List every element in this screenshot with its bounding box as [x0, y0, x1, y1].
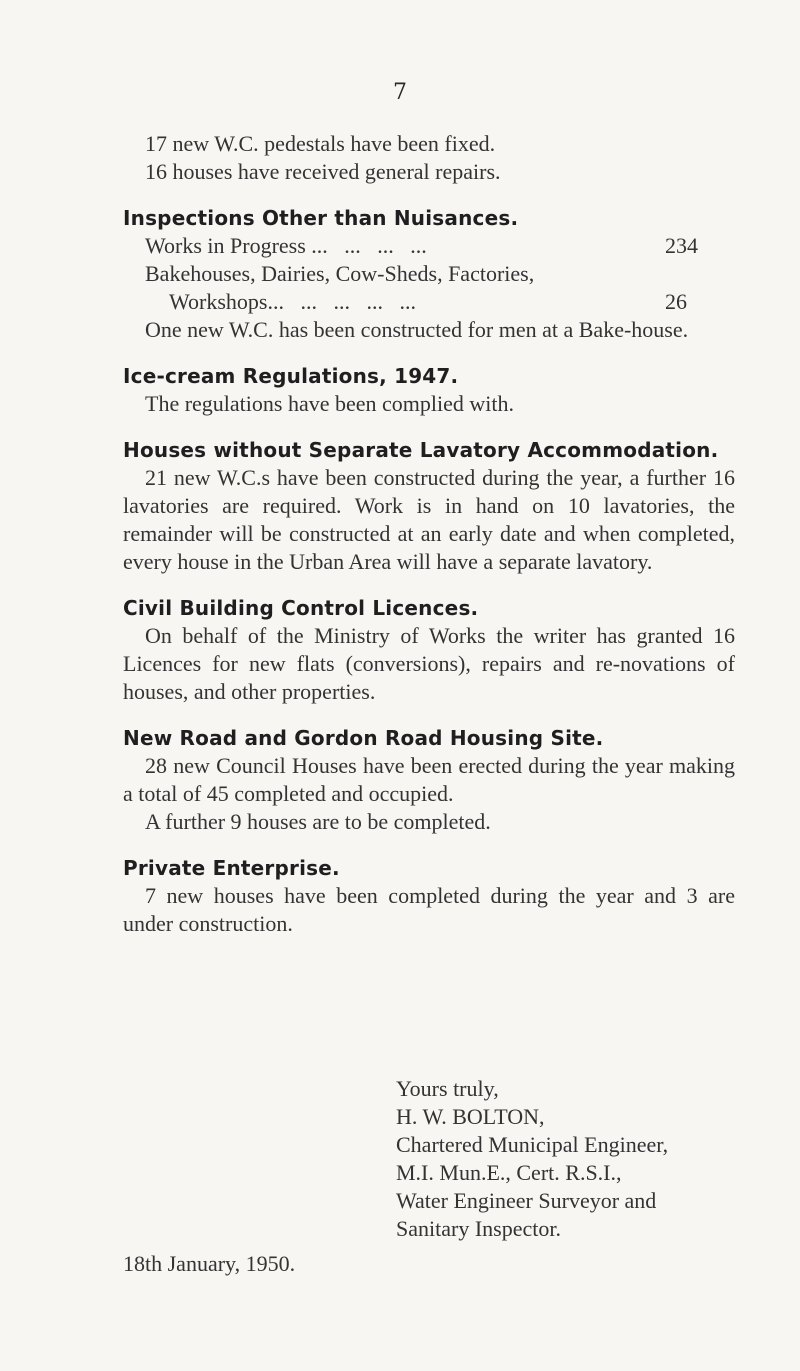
row-leader: ... ... ... ... — [311, 233, 427, 258]
inspection-row-bakehouses-label: Bakehouses, Dairies, Cow-Sheds, Factories, — [145, 261, 535, 286]
closing: Yours truly, — [396, 1076, 499, 1101]
section-heading-lavatory: Houses without Separate Lavatory Accommodation. — [123, 438, 719, 462]
signatory-title-3: Water Engineer Surveyor and — [396, 1188, 657, 1213]
row-value: 234 — [665, 233, 698, 258]
intro-line-2: 16 houses have received general repairs. — [145, 159, 501, 184]
newroad-text-2: A further 9 houses are to be completed. — [145, 809, 491, 834]
section-heading-inspections: Inspections Other than Nuisances. — [123, 206, 519, 230]
section-heading-newroad: New Road and Gordon Road Housing Site. — [123, 726, 604, 750]
signatory-name: H. W. BOLTON, — [396, 1104, 545, 1129]
newroad-text-1: 28 new Council Houses have been erected during the year making a total of 45 completed and occupied. — [123, 753, 735, 806]
intro-line-1: 17 new W.C. pedestals have been fixed. — [145, 131, 496, 156]
page-number: 7 — [393, 80, 407, 105]
section-heading-icecream: Ice-cream Regulations, 1947. — [123, 364, 459, 388]
signatory-title-1: Chartered Municipal Engineer, — [396, 1132, 669, 1157]
row-label: Workshops — [169, 289, 268, 314]
signatory-title-2: M.I. Mun.E., Cert. R.S.I., — [396, 1160, 622, 1185]
row-leader: ... ... ... ... ... — [267, 289, 416, 314]
report-body — [123, 130, 735, 938]
civil-text: On behalf of the Ministry of Works the writer has granted 16 Licences for new flats (conversions), repairs and re-novations of houses, and other properties. — [123, 623, 735, 704]
inspection-row-works — [123, 232, 735, 260]
row-value: 26 — [665, 289, 687, 314]
section-heading-private: Private Enterprise. — [123, 856, 340, 880]
row-label: Works in Progress — [145, 233, 306, 258]
icecream-text: The regulations have been complied with. — [145, 391, 514, 416]
inspection-note: One new W.C. has been constructed for men at a Bake-house. — [145, 317, 689, 342]
section-heading-civil: Civil Building Control Licences. — [123, 596, 479, 620]
document-date: 18th January, 1950. — [123, 1251, 296, 1276]
signatory-title-4: Sanitary Inspector. — [396, 1216, 561, 1241]
inspection-row-workshops — [123, 288, 735, 316]
signature-block — [396, 1075, 756, 1243]
lavatory-text: 21 new W.C.s have been constructed during the year, a further 16 lavatories are required. Work is in hand on 10 lavatories, the remainder will be constructed at an early date and when completed, every house in the Urban Area will have a separate lavatory. — [123, 465, 735, 574]
private-text: 7 new houses have been completed during the year and 3 are under construction. — [123, 883, 735, 936]
